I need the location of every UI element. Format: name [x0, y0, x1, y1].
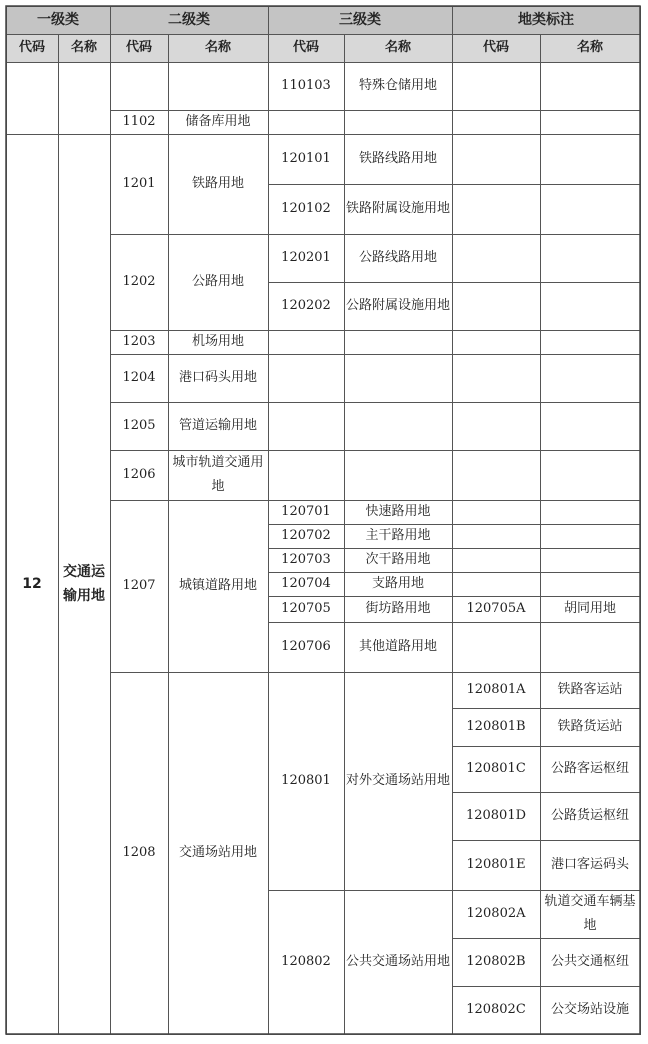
mark-name-text: 公交场站设施 — [550, 1002, 629, 1017]
level2-code-text: 1208 — [122, 845, 156, 860]
header-code — [452, 34, 540, 62]
mark-name-text: 铁路客运站 — [557, 682, 623, 697]
level2-name-text: 公路用地 — [191, 274, 244, 289]
level3-code — [268, 548, 344, 572]
mark-code — [452, 62, 540, 110]
header-level3 — [268, 6, 452, 34]
mark-name — [540, 402, 640, 450]
header-mark-text: 地类标注 — [518, 12, 574, 28]
level3-name-text: 街坊路用地 — [365, 601, 431, 616]
level2-name-text: 城镇道路用地 — [178, 578, 257, 593]
land-classification-table — [6, 6, 640, 1034]
mark-name — [540, 672, 640, 708]
mark-name — [540, 572, 640, 596]
level3-code-text: 120701 — [281, 504, 331, 519]
level2-name — [168, 354, 268, 402]
level2-name — [168, 134, 268, 234]
header-level1-text: 一级类 — [37, 12, 79, 28]
level3-name-text: 铁路附属设施用地 — [346, 201, 451, 216]
level3-name — [344, 572, 452, 596]
level3-name-text: 支路用地 — [371, 576, 424, 591]
level3-name-text: 公路附属设施用地 — [346, 298, 451, 313]
level2-code-text: 1205 — [122, 418, 156, 433]
mark-name — [540, 890, 640, 938]
level3-name-text: 对外交通场站用地 — [346, 773, 451, 788]
mark-code — [452, 402, 540, 450]
level3-name — [344, 622, 452, 672]
level2-code-text: 1207 — [122, 578, 156, 593]
mark-code — [452, 792, 540, 840]
level2-name — [168, 62, 268, 110]
header-code-text: 代码 — [125, 40, 152, 55]
level3-name — [344, 500, 452, 524]
level3-name-text: 主干路用地 — [365, 528, 431, 543]
level1-name — [58, 134, 110, 1034]
level3-code — [268, 596, 344, 622]
level2-name-text: 交通场站用地 — [178, 845, 257, 860]
level2-code — [110, 402, 168, 450]
level2-code-text: 1201 — [122, 176, 156, 191]
level3-code-text: 110103 — [281, 78, 331, 93]
level3-code — [268, 500, 344, 524]
header-name — [344, 34, 452, 62]
header-name-text: 名称 — [70, 40, 97, 55]
mark-code — [452, 110, 540, 134]
header-name — [540, 34, 640, 62]
level2-name — [168, 500, 268, 672]
level2-name — [168, 330, 268, 354]
level2-code-text: 1204 — [122, 370, 156, 385]
mark-name — [540, 134, 640, 184]
level3-name-text: 其他道路用地 — [358, 639, 437, 654]
mark-name — [540, 840, 640, 890]
level3-code — [268, 402, 344, 450]
level2-code — [110, 450, 168, 500]
mark-name-text: 铁路货运站 — [557, 719, 623, 734]
level3-code-text: 120706 — [281, 639, 331, 654]
mark-code-text: 120801A — [466, 682, 526, 697]
mark-code-text: 120801E — [466, 857, 526, 872]
level3-name-text: 铁路线路用地 — [358, 151, 437, 166]
level3-name — [344, 596, 452, 622]
level3-code-text: 120703 — [281, 552, 331, 567]
level3-name — [344, 110, 452, 134]
level3-name — [344, 184, 452, 234]
mark-code — [452, 450, 540, 500]
mark-name — [540, 282, 640, 330]
mark-code — [452, 500, 540, 524]
level2-name — [168, 450, 268, 500]
level3-code — [268, 330, 344, 354]
mark-code-text: 120801B — [466, 719, 526, 734]
level2-code — [110, 62, 168, 110]
level1-code — [6, 134, 58, 1034]
mark-code — [452, 330, 540, 354]
mark-name — [540, 792, 640, 840]
mark-name-text: 港口客运码头 — [550, 857, 629, 872]
mark-name-text: 公路货运枢纽 — [550, 808, 629, 823]
header-code — [110, 34, 168, 62]
header-name-text: 名称 — [576, 40, 603, 55]
level3-name — [344, 62, 452, 110]
header-code — [268, 34, 344, 62]
header-level3-text: 三级类 — [339, 12, 381, 28]
mark-code — [452, 524, 540, 548]
mark-name — [540, 938, 640, 986]
level3-name — [344, 134, 452, 184]
mark-name — [540, 354, 640, 402]
level3-code — [268, 234, 344, 282]
mark-code — [452, 548, 540, 572]
level3-code — [268, 572, 344, 596]
level3-name-text: 次干路用地 — [365, 552, 431, 567]
level3-code — [268, 134, 344, 184]
level3-name-text: 特殊仓储用地 — [358, 78, 437, 93]
level3-code-text: 120704 — [281, 576, 331, 591]
level2-code — [110, 134, 168, 234]
level2-code-text: 1202 — [122, 274, 156, 289]
header-name-text: 名称 — [384, 40, 411, 55]
level3-code — [268, 524, 344, 548]
mark-name — [540, 622, 640, 672]
level3-code-text: 120802 — [281, 954, 331, 969]
level1-name-text: 交通运输用地 — [63, 564, 105, 604]
level3-name-text: 公共交通场站用地 — [346, 954, 451, 969]
level3-code-text: 120102 — [281, 201, 331, 216]
level3-code — [268, 450, 344, 500]
header-level2-text: 二级类 — [168, 12, 210, 28]
level2-name-text: 港口码头用地 — [178, 370, 257, 385]
level3-name — [344, 234, 452, 282]
level2-code — [110, 234, 168, 330]
mark-code — [452, 840, 540, 890]
mark-code — [452, 354, 540, 402]
mark-code — [452, 282, 540, 330]
level2-code — [110, 354, 168, 402]
mark-name — [540, 548, 640, 572]
level3-name — [344, 354, 452, 402]
level3-code — [268, 62, 344, 110]
level3-name — [344, 402, 452, 450]
level3-name — [344, 282, 452, 330]
mark-code — [452, 134, 540, 184]
level2-code — [110, 500, 168, 672]
level2-name — [168, 402, 268, 450]
header-level1 — [6, 6, 110, 34]
level3-code-text: 120705 — [281, 601, 331, 616]
mark-code — [452, 234, 540, 282]
level1-name — [58, 62, 110, 134]
mark-name-text: 公共交通枢纽 — [550, 954, 629, 969]
mark-code-text: 120801C — [466, 761, 526, 776]
level3-code-text: 120202 — [281, 298, 331, 313]
mark-name-text: 胡同用地 — [563, 601, 616, 616]
level3-code-text: 120101 — [281, 151, 331, 166]
mark-name — [540, 450, 640, 500]
level1-code — [6, 62, 58, 134]
mark-code — [452, 890, 540, 938]
level2-code-text: 1203 — [122, 334, 156, 349]
mark-name-text: 公路客运枢纽 — [550, 761, 629, 776]
mark-code — [452, 622, 540, 672]
header-name — [168, 34, 268, 62]
level3-code — [268, 672, 344, 890]
header-code — [6, 34, 58, 62]
level3-code — [268, 110, 344, 134]
level3-name — [344, 548, 452, 572]
level3-name-text: 公路线路用地 — [358, 250, 437, 265]
header-name-text: 名称 — [204, 40, 231, 55]
mark-code-text: 120802C — [466, 1002, 526, 1017]
header-mark — [452, 6, 640, 34]
mark-code-text: 120802B — [466, 954, 526, 969]
level3-code — [268, 622, 344, 672]
level3-name — [344, 672, 452, 890]
mark-name — [540, 524, 640, 548]
mark-name — [540, 596, 640, 622]
level3-name — [344, 450, 452, 500]
level3-name — [344, 524, 452, 548]
level2-name — [168, 672, 268, 1034]
mark-name — [540, 986, 640, 1034]
level2-code — [110, 330, 168, 354]
mark-code — [452, 672, 540, 708]
level2-name — [168, 234, 268, 330]
level3-code-text: 120801 — [281, 773, 331, 788]
mark-code — [452, 938, 540, 986]
mark-code — [452, 986, 540, 1034]
mark-name-text: 轨道交通车辆基地 — [544, 894, 636, 933]
mark-code — [452, 596, 540, 622]
mark-code-text: 120705A — [466, 601, 526, 616]
mark-name — [540, 330, 640, 354]
level3-code-text: 120201 — [281, 250, 331, 265]
level2-name — [168, 110, 268, 134]
header-code-text: 代码 — [18, 40, 45, 55]
mark-name — [540, 746, 640, 792]
header-level2 — [110, 6, 268, 34]
header-code-text: 代码 — [292, 40, 319, 55]
mark-code — [452, 746, 540, 792]
level3-code — [268, 890, 344, 1034]
header-name — [58, 34, 110, 62]
mark-name — [540, 708, 640, 746]
level2-name-text: 储备库用地 — [185, 114, 251, 129]
mark-code — [452, 572, 540, 596]
level3-code — [268, 184, 344, 234]
mark-code-text: 120801D — [465, 808, 527, 823]
level2-code-text: 1102 — [122, 114, 156, 129]
mark-code — [452, 184, 540, 234]
level3-name — [344, 330, 452, 354]
level2-name-text: 铁路用地 — [191, 176, 244, 191]
mark-name — [540, 500, 640, 524]
level2-name-text: 机场用地 — [191, 334, 244, 349]
level2-name-text: 城市轨道交通用地 — [172, 455, 264, 494]
level3-code — [268, 282, 344, 330]
level3-name-text: 快速路用地 — [365, 504, 431, 519]
level2-code-text: 1206 — [122, 467, 156, 482]
mark-code — [452, 708, 540, 746]
level2-name-text: 管道运输用地 — [178, 418, 257, 433]
mark-name — [540, 184, 640, 234]
mark-name — [540, 62, 640, 110]
level2-code — [110, 672, 168, 1034]
level2-code — [110, 110, 168, 134]
mark-name — [540, 110, 640, 134]
level3-name — [344, 890, 452, 1034]
level3-code — [268, 354, 344, 402]
level1-code-text: 12 — [22, 576, 42, 592]
mark-code-text: 120802A — [466, 906, 526, 921]
header-code-text: 代码 — [482, 40, 509, 55]
mark-name — [540, 234, 640, 282]
level3-code-text: 120702 — [281, 528, 331, 543]
